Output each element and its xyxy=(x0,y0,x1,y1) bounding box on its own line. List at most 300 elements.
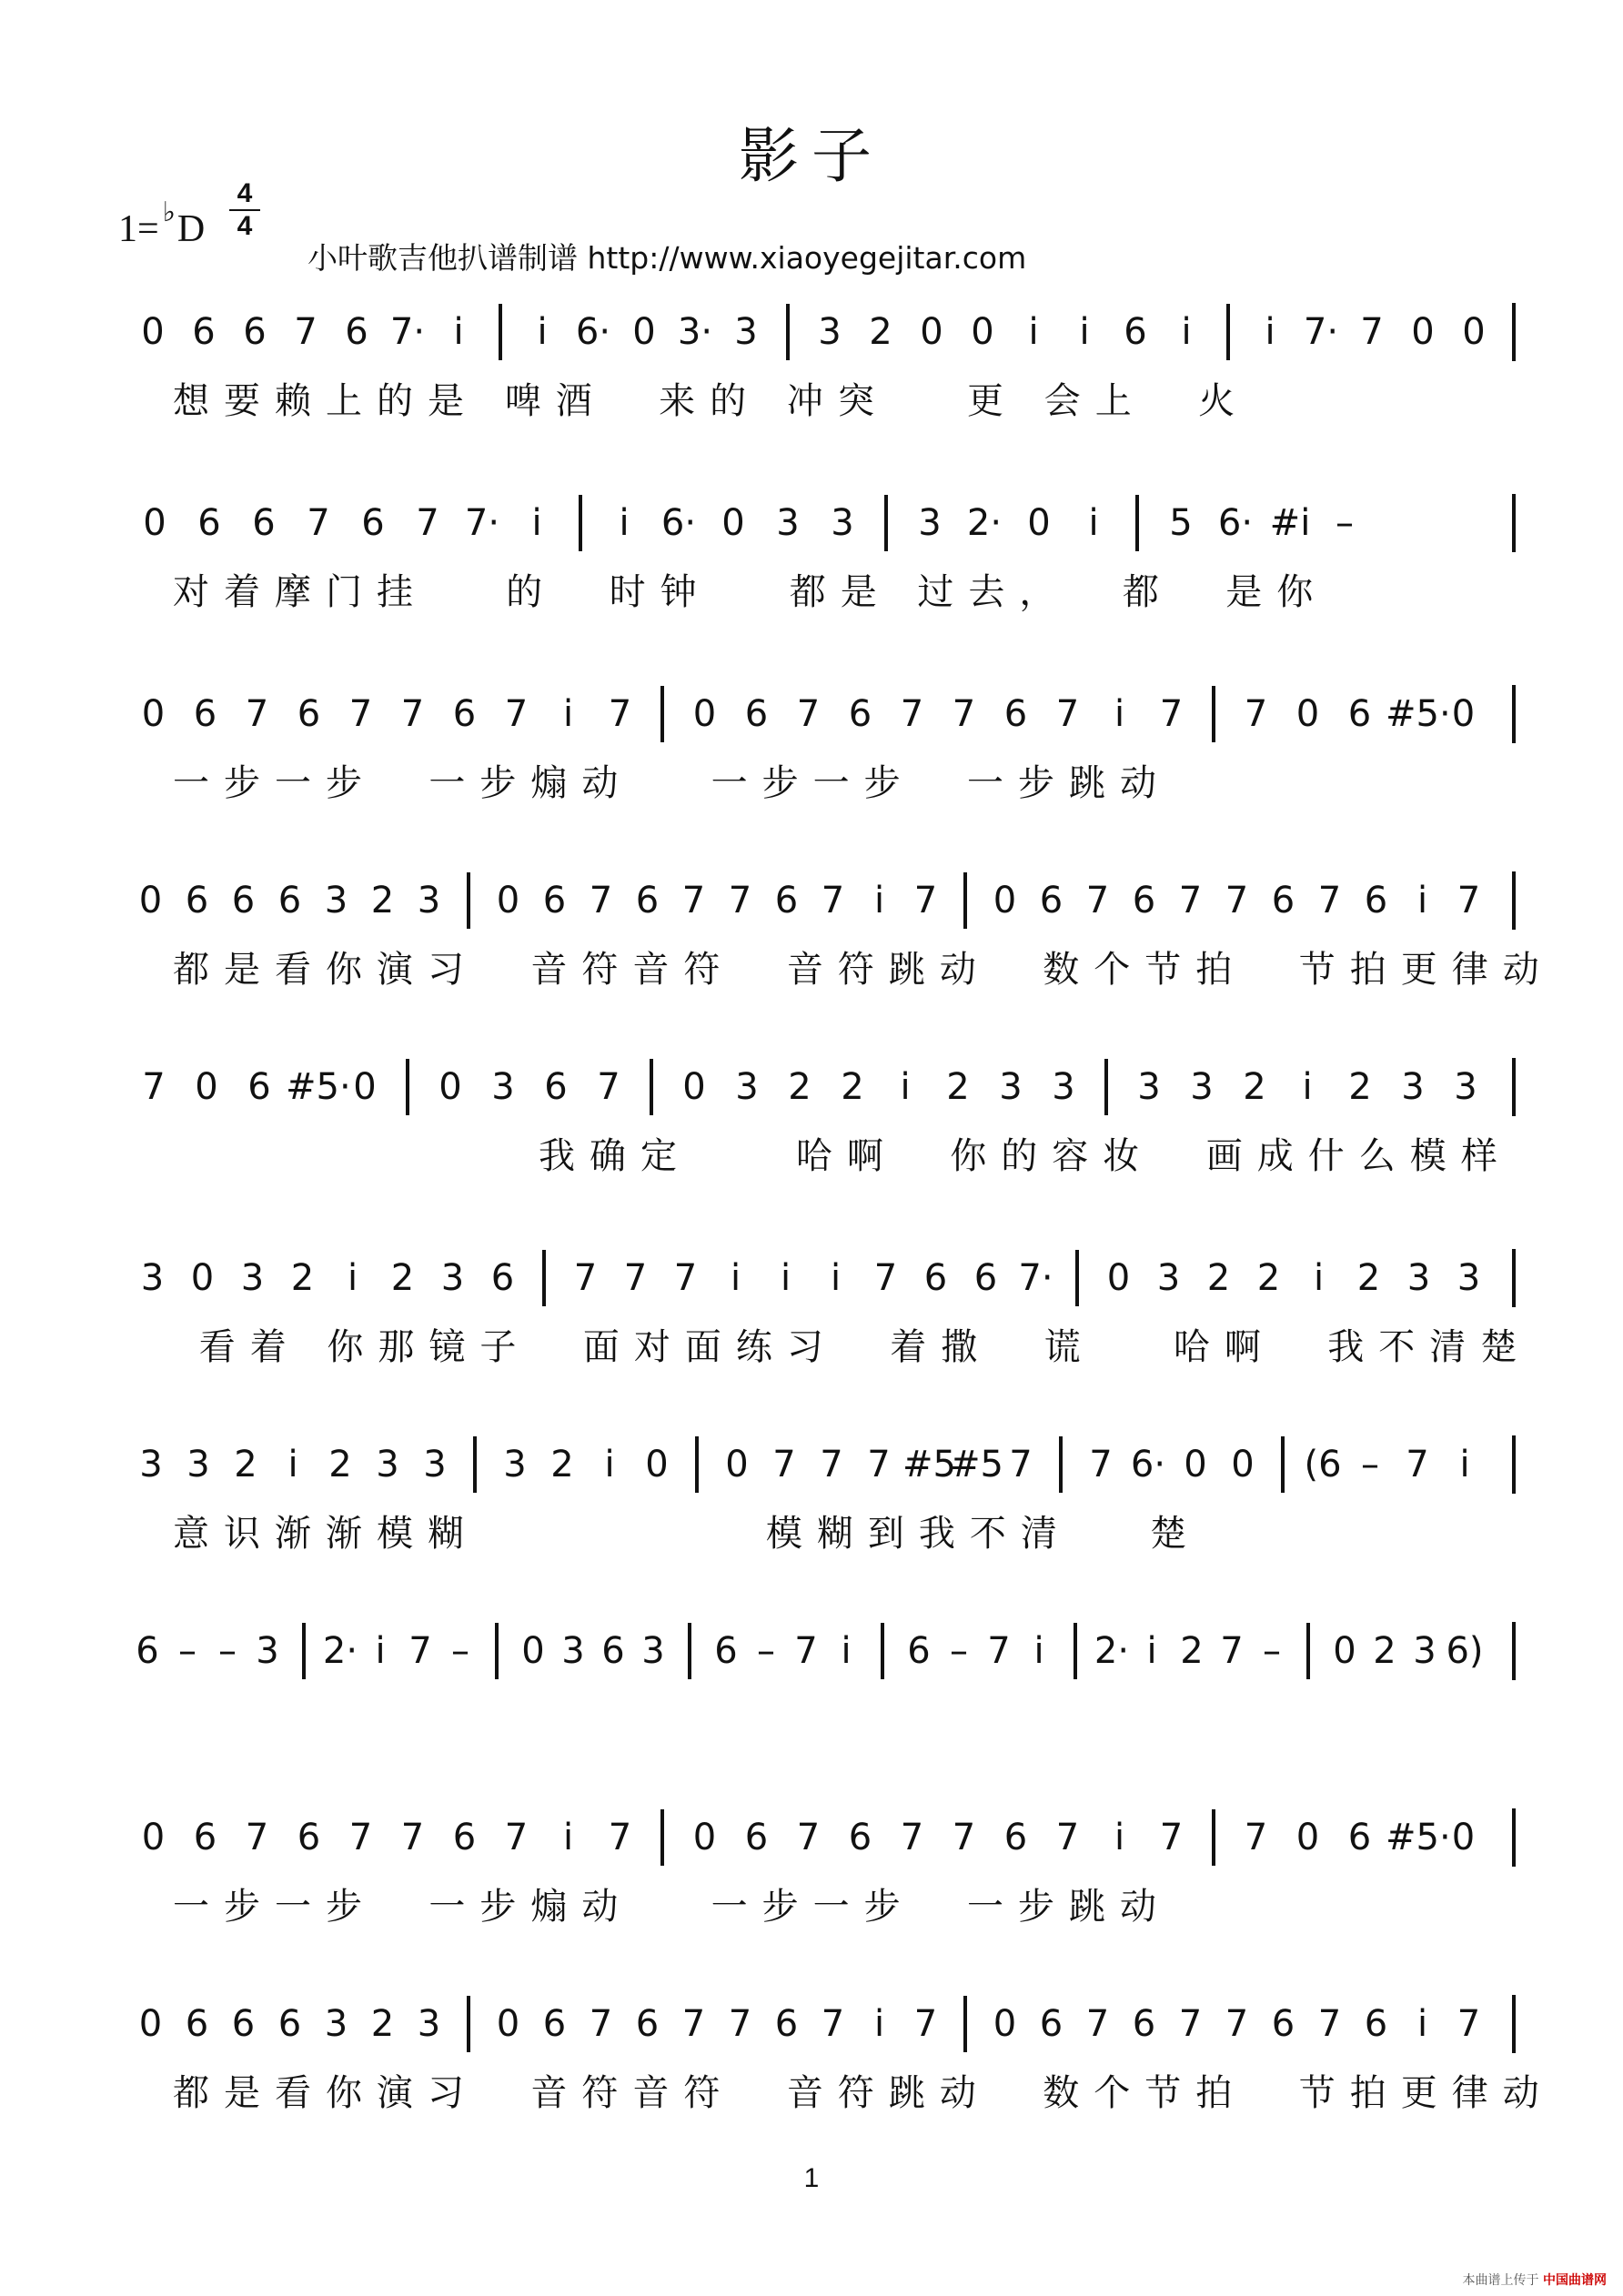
note: 7 xyxy=(952,693,976,735)
barline-end xyxy=(1512,1622,1516,1680)
note: 0 xyxy=(1295,693,1320,735)
note: 7 xyxy=(820,1444,843,1485)
notes-line xyxy=(127,1437,1488,1492)
barline xyxy=(786,304,790,360)
lyrics-line: 意识渐渐模糊 模糊到我不清 楚 xyxy=(173,1513,1202,1555)
note: 2 xyxy=(1243,1066,1266,1108)
note: 3 xyxy=(1052,1066,1075,1108)
note: 6 xyxy=(277,2003,302,2045)
note: 6 xyxy=(744,1817,769,1858)
note: 3 xyxy=(999,1066,1023,1108)
note: 6 xyxy=(542,2003,567,2045)
note: 3 xyxy=(1401,1066,1425,1108)
barline xyxy=(660,1809,664,1866)
note: – xyxy=(178,1630,197,1672)
note: 2 xyxy=(1373,1630,1396,1672)
note: 3 xyxy=(1156,1257,1181,1299)
note: 7 xyxy=(1178,2003,1203,2045)
note: 0 xyxy=(439,1066,462,1108)
note: 6 xyxy=(1364,2003,1388,2045)
note: i xyxy=(1079,311,1090,353)
note: 7 xyxy=(681,2003,706,2045)
note: 0 xyxy=(1451,693,1476,735)
note: 7· xyxy=(1303,311,1339,353)
note: 3 xyxy=(140,1257,165,1299)
note: 6 xyxy=(1039,2003,1064,2045)
note: #5· xyxy=(286,1066,351,1108)
note: 2 xyxy=(788,1066,812,1108)
barline xyxy=(1306,1623,1310,1679)
note: i xyxy=(347,1257,358,1299)
note: 7 xyxy=(245,693,269,735)
note: 3 xyxy=(735,1066,759,1108)
note: 7 xyxy=(307,502,330,544)
note: 7 xyxy=(245,1817,269,1858)
note: 0 xyxy=(920,311,943,353)
note: 6 xyxy=(1132,880,1156,921)
barline-end xyxy=(1512,303,1516,361)
barline xyxy=(473,1436,477,1493)
note: 0 xyxy=(645,1444,669,1485)
note: 2 xyxy=(1180,1630,1204,1672)
note: 7 xyxy=(821,880,845,921)
note: i xyxy=(1033,1630,1044,1672)
note: 2 xyxy=(869,311,892,353)
note: 6 xyxy=(774,880,799,921)
note: 6 xyxy=(297,693,321,735)
note: 3 xyxy=(440,1257,465,1299)
note: 7 xyxy=(772,1444,796,1485)
note: 3 xyxy=(417,880,441,921)
note: 6 xyxy=(1271,880,1295,921)
note: 7 xyxy=(1457,880,1481,921)
note: #5 xyxy=(950,1444,1003,1485)
note: – xyxy=(950,1630,968,1672)
barline xyxy=(499,304,502,360)
note: i xyxy=(604,1444,615,1485)
note: 6 xyxy=(231,880,256,921)
barline xyxy=(695,1436,699,1493)
note: (6 xyxy=(1304,1444,1342,1485)
note: 7 xyxy=(142,1066,166,1108)
note: 0 xyxy=(692,693,717,735)
note: 0 xyxy=(632,311,656,353)
barline xyxy=(650,1059,653,1115)
barline-end xyxy=(1512,494,1516,552)
note: i xyxy=(730,1257,741,1299)
note: i xyxy=(287,1444,298,1485)
barline xyxy=(1059,1436,1063,1493)
note: 7 xyxy=(681,880,706,921)
note: 3 xyxy=(1413,1630,1437,1672)
barline xyxy=(467,1996,470,2052)
note: 5 xyxy=(1169,502,1193,544)
note: 0 xyxy=(1184,1444,1207,1485)
note: 7 xyxy=(1085,2003,1110,2045)
note: 7 xyxy=(348,693,373,735)
note: 0 xyxy=(993,2003,1017,2045)
notes-line xyxy=(127,1810,1489,1865)
note: 3 xyxy=(417,2003,441,2045)
barline xyxy=(1281,1436,1285,1493)
footer-text: 本曲谱上传于 xyxy=(1462,2273,1539,2288)
note: 7 xyxy=(796,1817,821,1858)
notes-line xyxy=(127,1624,1485,1678)
note: 7· xyxy=(464,502,500,544)
barline xyxy=(1074,1623,1077,1679)
note: i xyxy=(453,311,464,353)
note: 6 xyxy=(744,693,769,735)
note: 0 xyxy=(1295,1817,1320,1858)
lyrics-line: 想要赖上的是 啤酒 来的 冲突 更 会上 火 xyxy=(173,380,1250,422)
note: 7 xyxy=(1457,2003,1481,2045)
note: i xyxy=(873,880,885,921)
note: 7 xyxy=(1178,880,1203,921)
note: 0 xyxy=(721,502,745,544)
note: i xyxy=(562,693,574,735)
note: 0 xyxy=(143,502,166,544)
note: 7 xyxy=(504,1817,529,1858)
notes-line xyxy=(127,305,1499,359)
note: 7 xyxy=(900,693,924,735)
note: 0 xyxy=(138,880,163,921)
note: 2· xyxy=(1094,1630,1130,1672)
note: 3· xyxy=(677,311,713,353)
note: 3 xyxy=(491,1066,515,1108)
note: 6 xyxy=(1347,693,1372,735)
note: 3 xyxy=(503,1444,527,1485)
note: 6 xyxy=(345,311,368,353)
note: 7 xyxy=(408,1630,432,1672)
note: 6 xyxy=(848,693,872,735)
note: – xyxy=(451,1630,469,1672)
note: 0 xyxy=(1411,311,1435,353)
note: 2 xyxy=(328,1444,352,1485)
note: 7 xyxy=(728,2003,752,2045)
note: i xyxy=(1028,311,1039,353)
footer xyxy=(1463,2271,1607,2289)
barline xyxy=(660,686,664,742)
barline xyxy=(1226,304,1230,360)
note: 6 xyxy=(277,880,302,921)
barline-end xyxy=(1512,1435,1516,1494)
barline-end xyxy=(1512,1058,1516,1116)
note: 6) xyxy=(1446,1630,1484,1672)
note: i xyxy=(1114,1817,1125,1858)
note: – xyxy=(757,1630,775,1672)
note: 7 xyxy=(913,880,938,921)
barline xyxy=(1135,495,1139,551)
note: 2 xyxy=(550,1444,574,1485)
note: 3 xyxy=(1190,1066,1214,1108)
note: #5· xyxy=(1386,1817,1451,1858)
lyrics-line: 看着 你那镜子 面对面练习 着撒 谎 哈啊 我不清楚 xyxy=(173,1326,1532,1368)
note: 7 xyxy=(987,1630,1011,1672)
meter-top: 4 xyxy=(237,178,253,208)
note: i xyxy=(900,1066,911,1108)
note: i xyxy=(531,502,542,544)
note: #5· xyxy=(1386,693,1451,735)
note: 6 xyxy=(252,502,276,544)
note: i xyxy=(830,1257,842,1299)
note: 7 xyxy=(1225,880,1249,921)
note: 6 xyxy=(243,311,267,353)
note: 2 xyxy=(946,1066,970,1108)
note: 0 xyxy=(1231,1444,1255,1485)
note: 2 xyxy=(1256,1257,1281,1299)
note: 0 xyxy=(496,880,520,921)
barline xyxy=(467,872,470,929)
note: i xyxy=(1416,2003,1428,2045)
note: 7 xyxy=(400,1817,425,1858)
note: 7 xyxy=(623,1257,648,1299)
note: 3 xyxy=(818,311,842,353)
note: – xyxy=(1361,1444,1379,1485)
notes-line xyxy=(127,1060,1492,1114)
note: 7 xyxy=(796,693,821,735)
note: 7 xyxy=(1360,311,1384,353)
note: 0 xyxy=(353,1066,377,1108)
note: 6 xyxy=(848,1817,872,1858)
transcriber-credit: 小叶歌吉他扒谱制谱 http://www.xiaoyegejitar.com xyxy=(307,240,1027,276)
note: 6 xyxy=(542,880,567,921)
note: – xyxy=(218,1630,237,1672)
note: 0 xyxy=(521,1630,545,1672)
note: 2 xyxy=(841,1066,864,1108)
note: 6 xyxy=(1132,2003,1156,2045)
note: 3 xyxy=(734,311,758,353)
note: 3 xyxy=(918,502,942,544)
note: 2 xyxy=(234,1444,257,1485)
note: 0 xyxy=(496,2003,520,2045)
note: 2 xyxy=(370,880,395,921)
notes-line xyxy=(127,687,1489,741)
note: 6 xyxy=(1124,311,1147,353)
barline xyxy=(1075,1250,1079,1306)
note: 0 xyxy=(725,1444,749,1485)
note: 3 xyxy=(1457,1257,1481,1299)
note: 0 xyxy=(1027,502,1051,544)
meter-bottom: 4 xyxy=(237,211,253,241)
note: 6 xyxy=(490,1257,515,1299)
note: 6 xyxy=(1003,1817,1028,1858)
note: 6 xyxy=(635,880,660,921)
note: 6 xyxy=(1271,2003,1295,2045)
note: 6 xyxy=(907,1630,931,1672)
note: i xyxy=(1088,502,1099,544)
note: 7 xyxy=(1159,693,1184,735)
note: 2· xyxy=(322,1630,358,1672)
key-accidental: ♭ xyxy=(162,197,176,227)
note: i xyxy=(1459,1444,1470,1485)
barline xyxy=(302,1623,306,1679)
note: 6 xyxy=(193,1817,217,1858)
note: 6 xyxy=(192,311,216,353)
lyrics-line: 都是看你演习 音符音符 音符跳动 数个节拍 节拍更律动 xyxy=(173,2072,1554,2114)
note: 3 xyxy=(324,880,348,921)
note: 6 xyxy=(136,1630,159,1672)
note: 3 xyxy=(1454,1066,1477,1108)
note: 3 xyxy=(324,2003,348,2045)
note: 7 xyxy=(589,2003,613,2045)
note: 0 xyxy=(141,693,166,735)
note: 3 xyxy=(139,1444,163,1485)
note: 3 xyxy=(256,1630,279,1672)
note: 6 xyxy=(544,1066,568,1108)
note: 7 xyxy=(400,693,425,735)
note: 2 xyxy=(290,1257,315,1299)
barline xyxy=(579,495,582,551)
note: i xyxy=(1146,1630,1157,1672)
barline xyxy=(542,1250,546,1306)
note: 3 xyxy=(240,1257,265,1299)
note: 7 xyxy=(794,1630,818,1672)
key-prefix: 1= xyxy=(118,208,159,250)
note: 7 xyxy=(1159,1817,1184,1858)
note: 6 xyxy=(297,1817,321,1858)
note: 3 xyxy=(641,1630,665,1672)
note: 6 xyxy=(1347,1817,1372,1858)
note: 3 xyxy=(186,1444,210,1485)
note: 7 xyxy=(673,1257,698,1299)
note: 7 xyxy=(1220,1630,1244,1672)
note: 7 xyxy=(1317,880,1342,921)
barline xyxy=(1212,1809,1215,1866)
note: 6 xyxy=(635,2003,660,2045)
note: i xyxy=(780,1257,791,1299)
notes-line xyxy=(127,873,1492,928)
note: i xyxy=(841,1630,852,1672)
note: 3 xyxy=(423,1444,447,1485)
barline xyxy=(495,1623,499,1679)
note: – xyxy=(1263,1630,1281,1672)
note: 0 xyxy=(1451,1817,1476,1858)
notes-line xyxy=(127,1997,1492,2051)
note: i xyxy=(1265,311,1275,353)
note: 6 xyxy=(774,2003,799,2045)
note: 7 xyxy=(1244,1817,1268,1858)
note: 6 xyxy=(452,693,477,735)
note: 6 xyxy=(193,693,217,735)
note: 6 xyxy=(452,1817,477,1858)
barline xyxy=(1104,1059,1108,1115)
note: 7 xyxy=(873,1257,898,1299)
note: 7 xyxy=(1089,1444,1113,1485)
note: 6 xyxy=(714,1630,738,1672)
lyrics-line: 对着摩门挂 的 时钟 都是 过去， 都 是你 xyxy=(173,571,1328,613)
note: 0 xyxy=(971,311,994,353)
note: 6· xyxy=(1130,1444,1166,1485)
note: 7 xyxy=(416,502,439,544)
note: 7 xyxy=(589,880,613,921)
barline-end xyxy=(1512,685,1516,743)
note: 7 xyxy=(348,1817,373,1858)
note: 7 xyxy=(573,1257,598,1299)
note: 0 xyxy=(1106,1257,1131,1299)
note: 6 xyxy=(361,502,385,544)
note: 6 xyxy=(247,1066,271,1108)
note: 7 xyxy=(294,311,318,353)
note: 7 xyxy=(1055,693,1080,735)
note: i xyxy=(1416,880,1428,921)
note: 7 xyxy=(728,880,752,921)
note: 3 xyxy=(561,1630,585,1672)
footer-brand: 中国曲谱网 xyxy=(1543,2273,1607,2288)
note: 6 xyxy=(1364,880,1388,921)
note: 6 xyxy=(197,502,221,544)
note: 7 xyxy=(504,693,529,735)
barline xyxy=(1212,686,1215,742)
note: 6 xyxy=(1003,693,1028,735)
note: 7· xyxy=(1018,1257,1053,1299)
note: #i xyxy=(1269,502,1311,544)
note: 0 xyxy=(141,1817,166,1858)
note: 0 xyxy=(1462,311,1486,353)
note: 7 xyxy=(1055,1817,1080,1858)
note: 6 xyxy=(1039,880,1064,921)
note: 3 xyxy=(1406,1257,1431,1299)
note: 6 xyxy=(185,2003,209,2045)
note: 7 xyxy=(1225,2003,1249,2045)
note: 2· xyxy=(966,502,1003,544)
note: i xyxy=(619,502,630,544)
note: – xyxy=(1336,502,1354,544)
note: 2 xyxy=(1206,1257,1231,1299)
note: 0 xyxy=(195,1066,218,1108)
note: 7 xyxy=(821,2003,845,2045)
note: i xyxy=(375,1630,386,1672)
note: 7 xyxy=(597,1066,620,1108)
note: 7 xyxy=(867,1444,891,1485)
note: 6 xyxy=(973,1257,998,1299)
key-signature xyxy=(118,197,206,251)
note: 6 xyxy=(231,2003,256,2045)
note: 2 xyxy=(1356,1257,1381,1299)
lyrics-line: 一步一步 一步煽动 一步一步 一步跳动 xyxy=(173,1886,1172,1928)
note: 6· xyxy=(1217,502,1254,544)
note: 2 xyxy=(390,1257,415,1299)
barline xyxy=(688,1623,691,1679)
barline xyxy=(884,495,888,551)
time-signature xyxy=(229,178,260,242)
note: 7· xyxy=(389,311,426,353)
note: 6· xyxy=(660,502,697,544)
note: 7 xyxy=(1009,1444,1033,1485)
note: #5 xyxy=(902,1444,956,1485)
barline-end xyxy=(1512,871,1516,930)
lyrics-line: 一步一步 一步煽动 一步一步 一步跳动 xyxy=(173,762,1172,804)
note: 7 xyxy=(1244,693,1268,735)
key-note: D xyxy=(176,208,206,250)
lyrics-line: 我确定 哈啊 你的容妆 画成什么模样 xyxy=(173,1135,1512,1177)
note: 0 xyxy=(1333,1630,1356,1672)
note: i xyxy=(1181,311,1192,353)
barline xyxy=(406,1059,409,1115)
note: 0 xyxy=(141,311,165,353)
note: 3 xyxy=(1137,1066,1161,1108)
note: 6 xyxy=(601,1630,625,1672)
note: 7 xyxy=(1317,2003,1342,2045)
barline xyxy=(963,872,967,929)
note: 2 xyxy=(1348,1066,1372,1108)
note: 3 xyxy=(376,1444,399,1485)
note: 3 xyxy=(831,502,854,544)
note: 0 xyxy=(682,1066,706,1108)
note: i xyxy=(537,311,548,353)
note: 6· xyxy=(575,311,611,353)
note: 6 xyxy=(185,880,209,921)
barline xyxy=(881,1623,884,1679)
